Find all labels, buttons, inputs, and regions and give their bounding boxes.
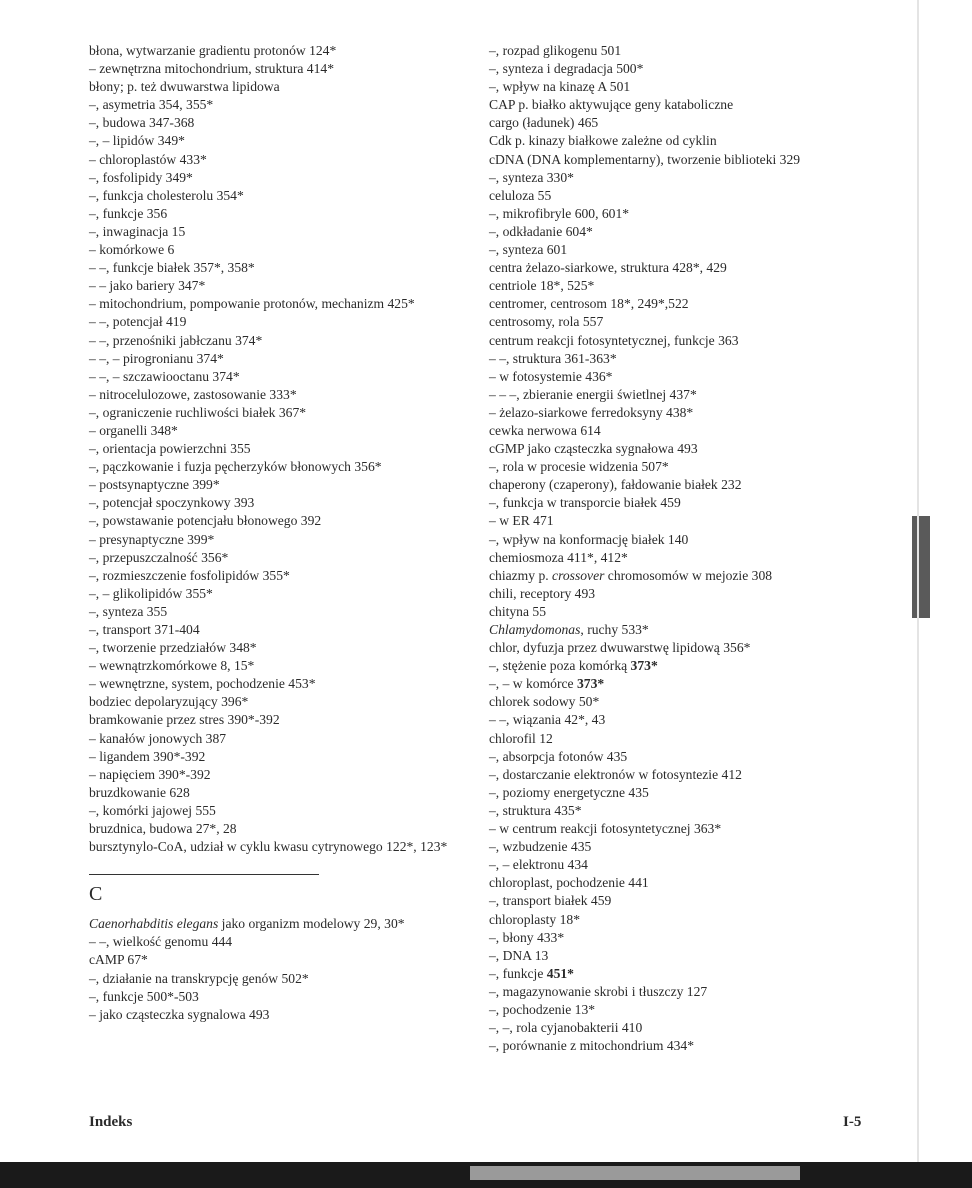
index-entry: bruzdkowanie 628 — [89, 784, 190, 800]
index-entry: bramkowanie przez stres 390*-392 — [89, 712, 280, 728]
index-entry: cGMP jako cząsteczka sygnałowa 493 — [489, 441, 698, 457]
index-entry: –, potencjał spoczynkowy 393 — [89, 495, 255, 511]
page-edge-shadow — [917, 0, 919, 1188]
footer-section-title: Indeks — [89, 1114, 133, 1130]
index-entry: –, – lipidów 349* — [89, 133, 185, 149]
index-entry: –, funkcja cholesterolu 354* — [89, 187, 244, 203]
index-entry: cAMP 67* — [89, 952, 148, 968]
index-entry: – kanałów jonowych 387 — [89, 730, 227, 746]
index-entry: –, wpływ na konformację białek 140 — [489, 531, 689, 547]
index-entry: –, tworzenie przedziałów 348* — [89, 640, 257, 656]
index-entry: –, funkcje 356 — [89, 205, 168, 221]
index-entry: –, błony 433* — [489, 929, 565, 945]
index-entry: –, rozpad glikogenu 501 — [489, 43, 622, 58]
index-entry: bruzdnica, budowa 27*, 28 — [89, 821, 237, 837]
italic-term: crossover — [552, 567, 605, 583]
index-entry: –, pączkowanie i fuzja pęcherzyków błonowych 356* — [89, 459, 382, 475]
index-entry: chityna 55 — [489, 603, 547, 619]
index-entry: –, wpływ na kinazę A 501 — [489, 79, 631, 95]
index-entry: – organelli 348* — [89, 422, 178, 438]
index-entry: –, odkładanie 604* — [489, 223, 593, 239]
right-entries-group-1 — [489, 42, 879, 621]
thumb-index-tab — [912, 516, 930, 618]
index-entry: –, funkcje 500*-503 — [89, 988, 199, 1004]
index-entry: – – jako bariery 347* — [89, 278, 206, 294]
bold-page-ref: 451* — [546, 965, 574, 981]
index-entry: – w ER 471 — [489, 513, 554, 529]
index-entry: – jako cząsteczka sygnalowa 493 — [89, 1006, 270, 1022]
index-entry: –, synteza i degradacja 500* — [489, 61, 644, 77]
index-entry: – –, potencjał 419 — [89, 314, 187, 330]
entry-rest: jako organizm modelowy 29, 30* — [218, 916, 405, 932]
index-entry: – mitochondrium, pompowanie protonów, mechanizm 425* — [89, 296, 415, 312]
index-entry: cargo (ładunek) 465 — [489, 115, 599, 131]
index-entry: centriole 18*, 525* — [489, 278, 595, 294]
italic-term: Chlamydomonas — [489, 622, 581, 637]
letter-section-c — [89, 874, 461, 1024]
entry-rest: , ruchy 533* — [580, 622, 649, 637]
index-entry: –, asymetria 354, 355* — [89, 97, 214, 113]
scan-edge-highlight — [470, 1166, 800, 1180]
index-entry: – – –, zbieranie energii świetlnej 437* — [489, 386, 697, 402]
index-entry: – w centrum reakcji fotosyntetycznej 363* — [489, 821, 722, 837]
index-entry: –, funkcja w transporcie białek 459 — [489, 495, 681, 511]
index-entry: chlorofil 12 — [489, 730, 553, 746]
left-column — [89, 42, 461, 1024]
index-entry: –, wzbudzenie 435 — [489, 839, 592, 855]
index-entry: –, magazynowanie skrobi i tłuszczy 127 — [489, 983, 708, 999]
index-entry: –, absorpcja fotonów 435 — [489, 748, 628, 764]
bold-page-ref: 373* — [576, 676, 605, 692]
index-entry: –, synteza 355 — [89, 603, 168, 619]
index-entry — [89, 915, 461, 933]
right-entries-group-2 — [489, 693, 879, 964]
index-entry: centromer, centrosom 18*, 249*,522 — [489, 296, 689, 312]
index-entry: –, synteza 330* — [489, 169, 574, 185]
index-entry: – –, przenośniki jabłczanu 374* — [89, 332, 263, 348]
index-entry: centrum reakcji fotosyntetycznej, funkcje 363 — [489, 332, 739, 348]
index-entry — [489, 675, 879, 693]
italic-term: Caenorhabditis elegans — [89, 916, 219, 932]
index-entry: –, dostarczanie elektronów w fotosyntezie 412 — [489, 766, 742, 782]
section-letter: C — [89, 883, 103, 906]
index-entry: –, DNA 13 — [489, 947, 549, 963]
index-entry: – –, – szczawiooctanu 374* — [89, 368, 240, 384]
index-entry: –, synteza 601 — [489, 242, 568, 258]
index-entry: –, powstawanie potencjału błonowego 392 — [89, 513, 322, 529]
index-entry: – presynaptyczne 399* — [89, 531, 215, 547]
index-entry: –, działanie na transkrypcję genów 502* — [89, 970, 309, 986]
index-entry: –, inwaginacja 15 — [89, 223, 186, 239]
index-entry: chaperony (czaperony), fałdowanie białek 232 — [489, 477, 742, 493]
index-entry: – chloroplastów 433* — [89, 151, 207, 167]
index-entry: – –, – pirogronianu 374* — [89, 350, 224, 366]
index-entry: – postsynaptyczne 399* — [89, 477, 220, 493]
index-entry: chloroplast, pochodzenie 441 — [489, 875, 649, 891]
index-entry: – –, struktura 361-363* — [489, 350, 617, 366]
index-entry: chlorek sodowy 50* — [489, 694, 600, 710]
index-entry: – wewnętrzne, system, pochodzenie 453* — [89, 676, 316, 692]
index-entry: centrosomy, rola 557 — [489, 314, 604, 330]
index-entry: – komórkowe 6 — [89, 242, 175, 258]
footer-page-number: I-5 — [843, 1114, 862, 1130]
right-entries-group-3 — [489, 983, 879, 1055]
index-entry: – –, wielkość genomu 444 — [89, 934, 233, 950]
entry-text: –, funkcje — [489, 965, 547, 981]
index-entry: – zewnętrzna mitochondrium, struktura 414* — [89, 61, 334, 77]
index-entry: –, pochodzenie 13* — [489, 1001, 596, 1017]
section-divider — [89, 874, 319, 875]
index-entry: –, poziomy energetyczne 435 — [489, 784, 649, 800]
index-entry: – ligandem 390*-392 — [89, 748, 206, 764]
index-entry: –, fosfolipidy 349* — [89, 169, 193, 185]
index-entry: –, – glikolipidów 355* — [89, 585, 213, 601]
index-entry: –, przepuszczalność 356* — [89, 549, 229, 565]
index-entry: –, budowa 347-368 — [89, 115, 195, 131]
index-entry: chlor, dyfuzja przez dwuwarstwę lipidową 356* — [489, 640, 751, 656]
c-entries — [89, 933, 461, 1023]
index-entry: – –, wiązania 42*, 43 — [489, 712, 606, 728]
index-entry: –, – elektronu 434 — [489, 857, 588, 873]
entry-text: –, – w komórce — [489, 676, 577, 692]
index-entry: –, –, rola cyjanobakterii 410 — [489, 1020, 643, 1036]
entry-text: –, stężenie poza komórką — [489, 658, 631, 674]
index-entry: –, rozmieszczenie fosfolipidów 355* — [89, 567, 290, 583]
index-entry: celuloza 55 — [489, 187, 552, 203]
index-entry: chili, receptory 493 — [489, 585, 596, 601]
index-entry: błona, wytwarzanie gradientu protonów 124* — [89, 43, 337, 58]
index-entry: centra żelazo-siarkowe, struktura 428*, 429 — [489, 260, 727, 276]
index-entry: Cdk p. kinazy białkowe zależne od cyklin — [489, 133, 717, 149]
index-entry — [489, 965, 879, 983]
left-entries — [89, 42, 461, 856]
index-entry: – żelazo-siarkowe ferredoksyny 438* — [489, 404, 694, 420]
index-entry: chiazmy p. crossover chromosomów w mejozie 308 — [489, 567, 773, 583]
bold-page-ref: 373* — [630, 658, 658, 674]
index-entry: – napięciem 390*-392 — [89, 766, 211, 782]
index-entry: chemiosmoza 411*, 412* — [489, 549, 628, 565]
index-entry: chloroplasty 18* — [489, 911, 580, 927]
index-entry: bursztynylo-CoA, udział w cyklu kwasu cytrynowego 122*, 123* — [89, 839, 448, 855]
index-entry: cewka nerwowa 614 — [489, 422, 601, 438]
index-entry — [489, 621, 879, 639]
right-column — [489, 42, 879, 1055]
index-entry: –, komórki jajowej 555 — [89, 802, 216, 818]
index-entry: –, mikrofibryle 600, 601* — [489, 205, 630, 221]
index-entry: –, struktura 435* — [489, 802, 582, 818]
index-entry — [489, 657, 879, 675]
index-entry: – –, funkcje białek 357*, 358* — [89, 260, 255, 276]
index-entry: –, orientacja powierzchni 355 — [89, 441, 251, 457]
index-entry: CAP p. białko aktywujące geny kataboliczne — [489, 97, 734, 113]
index-entry: – wewnątrzkomórkowe 8, 15* — [89, 658, 255, 674]
index-entry: –, transport białek 459 — [489, 893, 612, 909]
index-entry: – nitrocelulozowe, zastosowanie 333* — [89, 386, 297, 402]
index-entry: –, rola w procesie widzenia 507* — [489, 459, 669, 475]
index-entry: –, ograniczenie ruchliwości białek 367* — [89, 404, 307, 420]
index-entry: – w fotosystemie 436* — [489, 368, 613, 384]
index-entry: –, porównanie z mitochondrium 434* — [489, 1038, 695, 1054]
index-entry: bodziec depolaryzujący 396* — [89, 694, 249, 710]
index-entry: –, transport 371-404 — [89, 622, 200, 637]
index-entry: cDNA (DNA komplementarny), tworzenie biblioteki 329 — [489, 151, 801, 167]
index-entry: błony; p. też dwuwarstwa lipidowa — [89, 79, 280, 95]
